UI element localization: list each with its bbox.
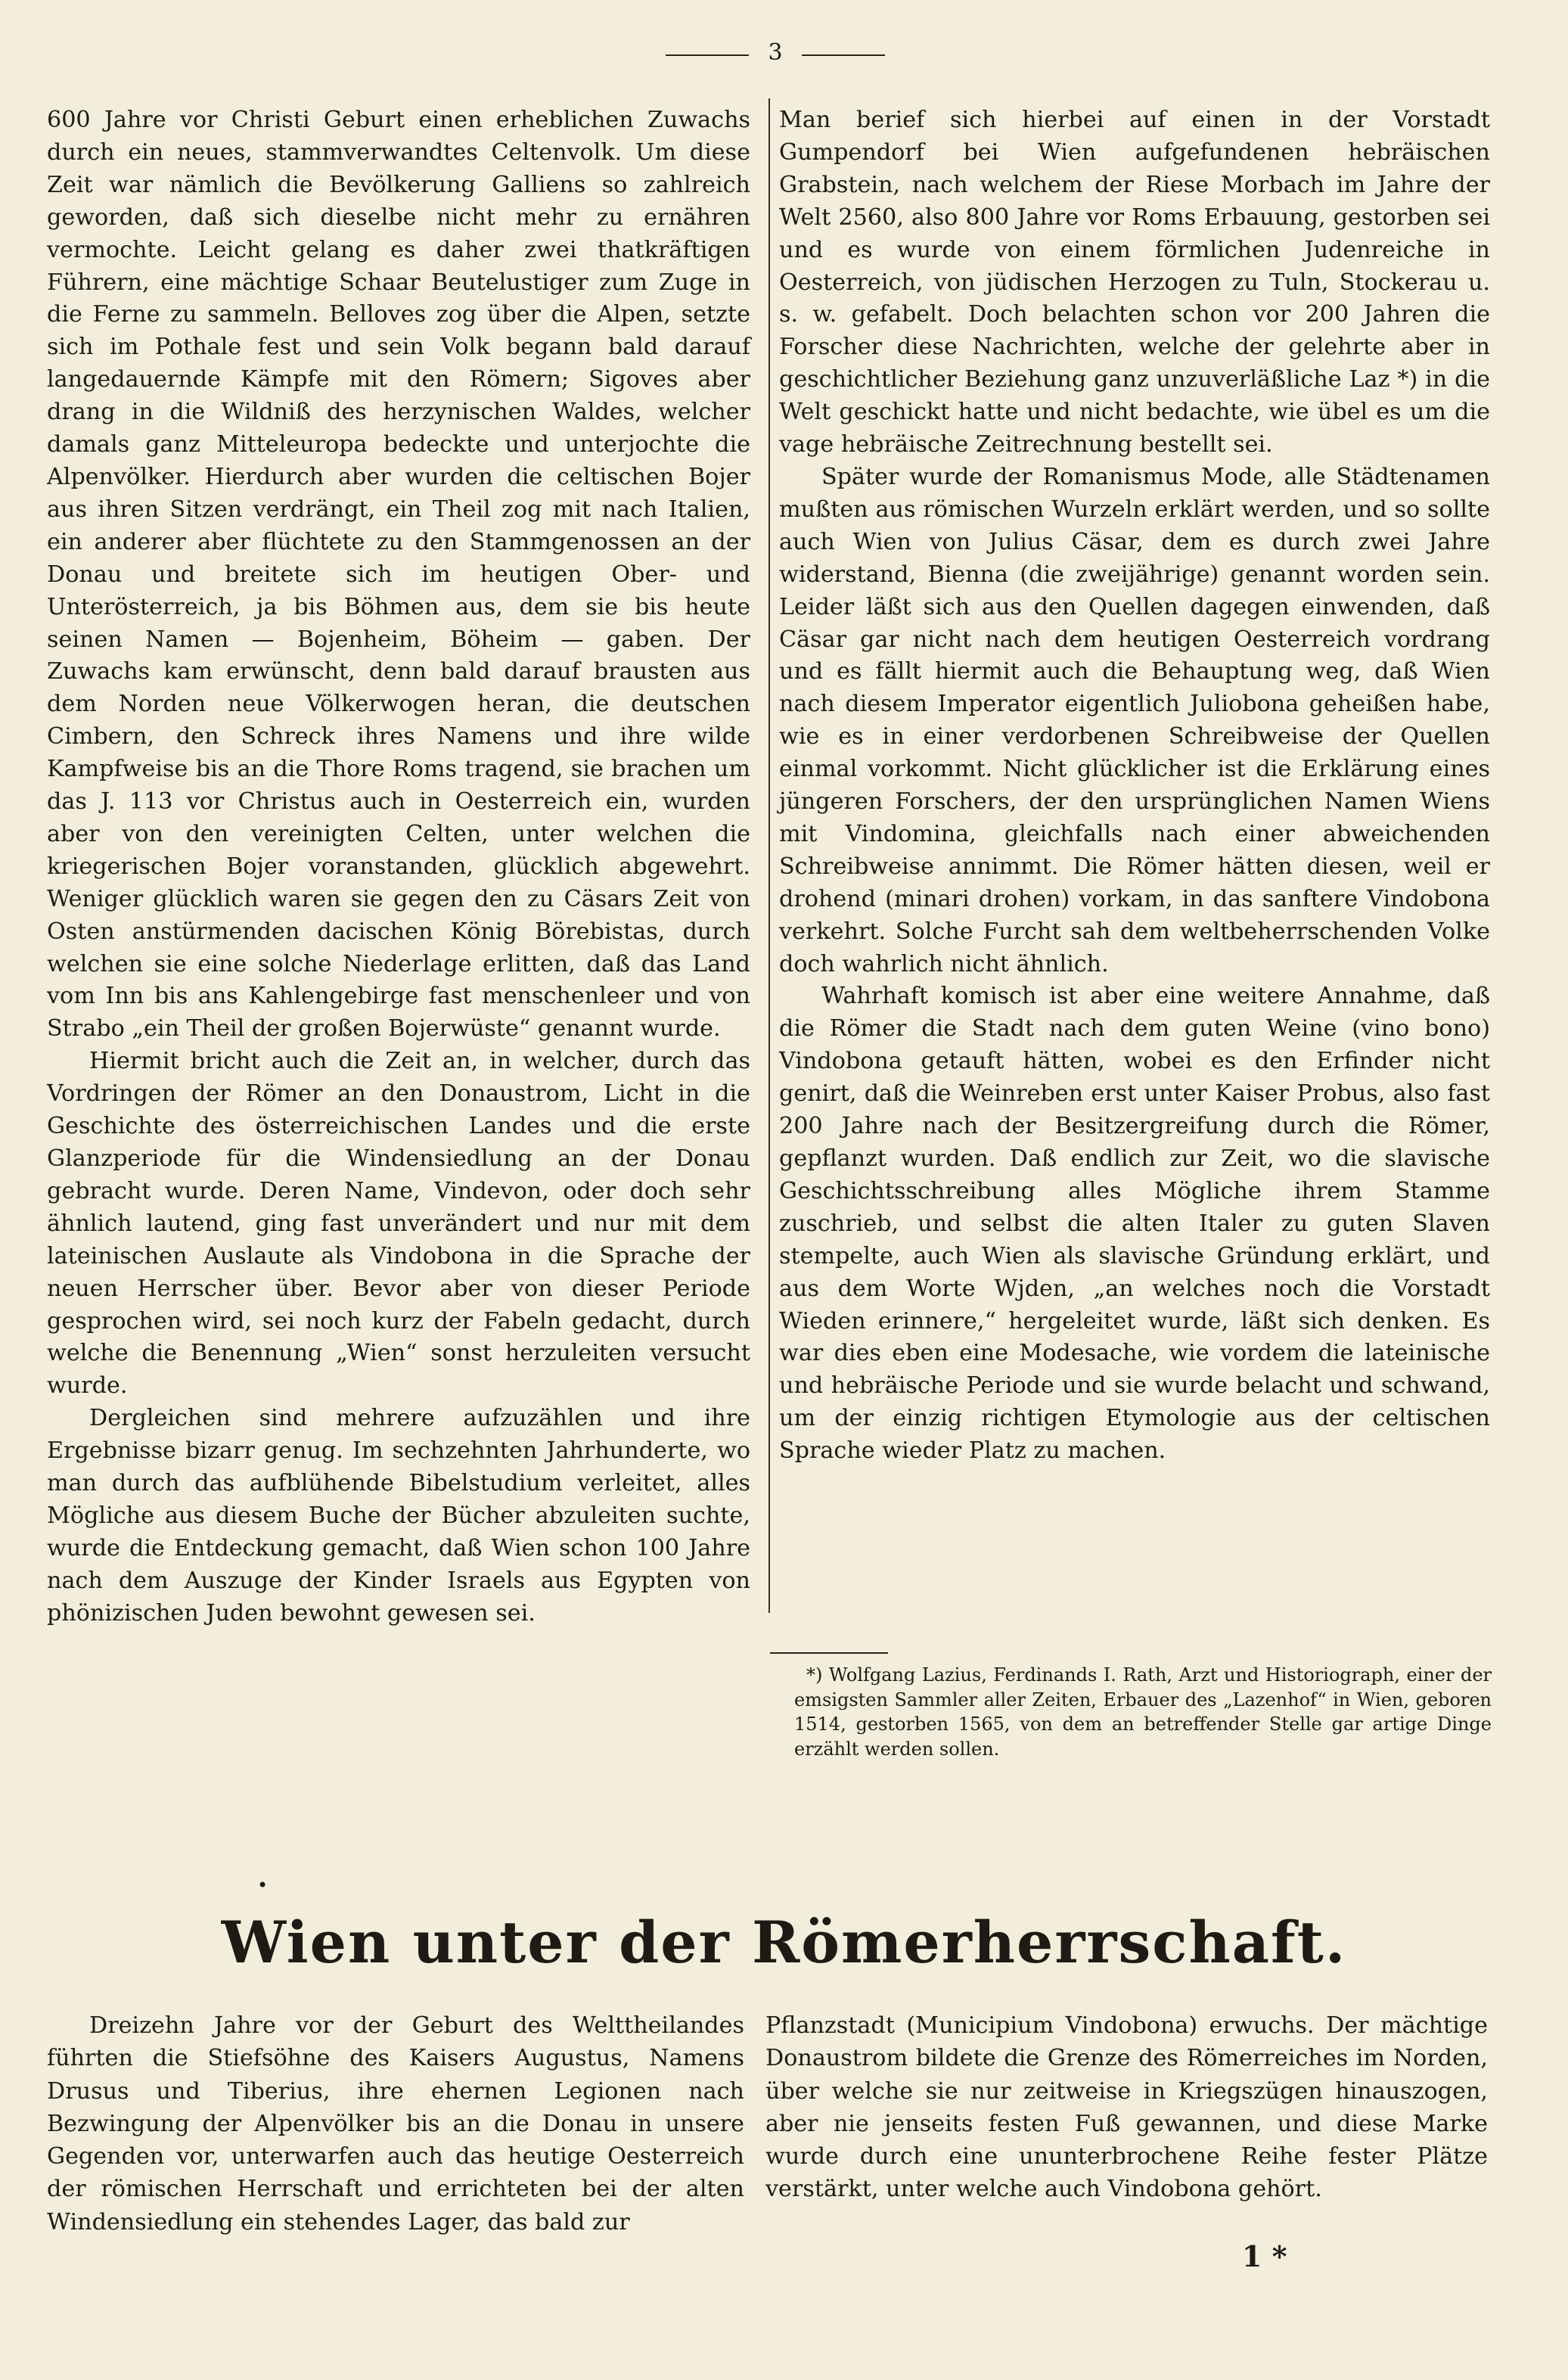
column-top-right [779, 104, 1490, 1468]
page-number: 3 [768, 39, 783, 66]
column-bottom-right [765, 2009, 1488, 2206]
column-divider [768, 98, 770, 1613]
paragraph: Hiermit bricht auch die Zeit an, in welcher, durch das Vordringen der Römer an den Donaustrom, Licht in die Geschichte des österreichischen Landes und die erste Glanzperiode für die Windensiedlung an der Donau gebracht wurde. Deren Name, Vindevon, oder doch sehr ähnlich lautend, ging fast unverändert und nur mit dem lateinischen Auslaute als Vindobona in die Sprache der neuen Herrscher über. Bevor aber von dieser Periode gesprochen wird, sei noch kurz der Fabeln gedacht, durch welche die Benennung „Wien“ sonst herzuleiten versucht wurde. [47, 1048, 750, 1400]
section-title: Wien unter der Römerherrschaft. [221, 1909, 1347, 1976]
paragraph: Wahrhaft komisch ist aber eine weitere Annahme, daß die Römer die Stadt nach dem guten Weine (vino bono) Vindobona getauft hätten, wobei es den Erfinder nicht genirt, daß die Weinreben erst unter Kaiser Probus, also fast 200 Jahre nach der Besitzergreifung durch die Römer, gepflanzt wurden. Daß endlich zur Zeit, wo die slavische Geschichtsschreibung alles Mögliche ihrem Stamme zuschrieb, und selbst die alten Italer zu guten Slaven stempelte, auch Wien als slavische Gründung erklärt, und aus dem Worte Wjden, „an welches noch die Vorstadt Wieden erinnere,“ hergeleitet wurde, läßt sich denken. Es war dies eben eine Modesache, wie vordem die lateinische und hebräische Periode und sie wurde belacht und schwand, um der einzig richtigen Etymologie aus der celtischen Sprache wieder Platz zu machen. [779, 983, 1490, 1465]
paragraph: Man berief sich hierbei auf einen in der Vorstadt Gumpendorf bei Wien aufgefundenen hebräischen Grabstein, nach welchem der Riese Morbach im Jahre der Welt 2560, also 800 Jahre vor Roms Erbauung, gestorben sei und es wurde von einem förmlichen Judenreiche in Oesterreich, von jüdischen Herzogen zu Tuln, Stockerau u. s. w. gefabelt. Doch belachten schon vor 200 Jahren die Forscher diese Nachrichten, welche der gelehrte aber in geschichtlicher Beziehung ganz unzuverläßliche Laz *) in die Welt geschickt hatte und nicht bedachte, wie übel es um die vage hebräische Zeitrechnung bestellt sei. [779, 107, 1490, 458]
ornament-dot: • [257, 1875, 269, 1896]
paragraph: Pflanzstadt (Municipium Vindobona) erwuchs. Der mächtige Donaustrom bildete die Grenze des Römerreiches im Norden, über welche sie nur zeitweise in Kriegszügen hinauszogen, aber nie jenseits festen Fuß gewannen, und diese Marke wurde durch eine ununterbrochene Reihe fester Plätze verstärkt, unter welche auch Vindobona gehört. [765, 2012, 1488, 2203]
paragraph: Später wurde der Romanismus Mode, alle Städtenamen mußten aus römischen Wurzeln erklärt werden, und so sollte auch Wien von Julius Cäsar, dem es durch zwei Jahre widerstand, Bienna (die zweijährige) genannt worden sein. Leider läßt sich aus den Quellen dagegen einwenden, daß Cäsar gar nicht nach dem heutigen Oesterreich vordrang und es fällt hiermit auch die Behauptung weg, daß Wien nach diesem Imperator eigentlich Juliobona geheißen habe, wie es in einer verdorbenen Schreibweise der Quellen einmal vorkommt. Nicht glücklicher ist die Erklärung eines jüngeren Forschers, der den ursprünglichen Namen Wiens mit Vindomina, gleichfalls nach einer abweichenden Schreibweise annimmt. Die Römer hätten diesen, weil er drohend (minari drohen) vorkam, in das sanftere Vindobona verkehrt. Solche Furcht sah dem weltbeherrschenden Volke doch wahrlich nicht ähnlich. [779, 463, 1490, 977]
paragraph: Dergleichen sind mehrere aufzuzählen und ihre Ergebnisse bizarr genug. Im sechzehnten Jahrhunderte, wo man durch das aufblühende Bibelstudium verleitet, alles Mögliche aus diesem Buche der Bücher abzuleiten suchte, wurde die Entdeckung gemacht, daß Wien schon 100 Jahre nach dem Auszuge der Kinder Israels aus Egypten von phönizischen Juden bewohnt gewesen sei. [47, 1405, 750, 1627]
printer-signature: 1 * [1242, 2239, 1287, 2273]
footnote: *) Wolfgang Lazius, Ferdinands I. Rath, Arzt und Historiograph, einer der emsigsten Sammler aller Zeiten, Erbauer des „Lazenhof“ in Wien, geboren 1514, gestorben 1565, von dem an betreffender Stelle gar artige Dinge erzählt werden sollen. [794, 1664, 1492, 1760]
column-top-left [47, 104, 750, 1630]
header-rule-right [802, 54, 885, 56]
column-bottom-left [47, 2009, 744, 2239]
page-header [0, 38, 1568, 68]
footnote-rule [770, 1652, 888, 1654]
paragraph: Dreizehn Jahre vor der Geburt des Welttheilandes führten die Stiefsöhne des Kaisers Augustus, Namens Drusus und Tiberius, ihre ehernen Legionen nach Bezwingung der Alpenvölker bis an die Donau in unsere Gegenden vor, unterwarfen auch das heutige Oesterreich der römischen Herrschaft und errichteten bei der alten Windensiedlung ein stehendes Lager, das bald zur [47, 2012, 744, 2236]
header-rule-left [666, 54, 749, 56]
paragraph: 600 Jahre vor Christi Geburt einen erheblichen Zuwachs durch ein neues, stammverwandtes Celtenvolk. Um diese Zeit war nämlich die Bevölkerung Galliens so zahlreich geworden, daß sich dieselbe nicht mehr zu ernähren vermochte. Leicht gelang es daher zwei thatkräftigen Führern, eine mächtige Schaar Beutelustiger zum Zuge in die Ferne zu sammeln. Belloves zog über die Alpen, setzte sich im Pothale fest und sein Volk begann bald darauf langedauernde Kämpfe mit den Römern; Sigoves aber drang in die Wildniß des herzynischen Waldes, welcher damals ganz Mitteleuropa bedeckte und unterjochte die Alpenvölker. Hierdurch aber wurden die celtischen Bojer aus ihren Sitzen verdrängt, ein Theil zog mit nach Italien, ein anderer aber flüchtete zu den Stammgenossen an der Donau und breitete sich im heutigen Ober- und Unterösterreich, ja bis Böhmen aus, dem sie bis heute seinen Namen — Bojenheim, Böheim — gaben. Der Zuwachs kam erwünscht, denn bald darauf brausten aus dem Norden neue Völkerwogen heran, die deutschen Cimbern, den Schreck ihres Namens und ihre wilde Kampfweise bis an die Thore Roms tragend, sie brachen um das J. 113 vor Christus auch in Oesterreich ein, wurden aber von den vereinigten Celten, unter welchen die kriegerischen Bojer voranstanden, glücklich abgewehrt. Weniger glücklich waren sie gegen den zu Cäsars Zeit von Osten anstürmenden dacischen König Börebistas, durch welchen sie eine solche Niederlage erlitten, daß das Land vom Inn bis ans Kahlengebirge fast menschenleer und von Strabo „ein Theil der großen Bojerwüste“ genannt wurde. [47, 107, 750, 1042]
